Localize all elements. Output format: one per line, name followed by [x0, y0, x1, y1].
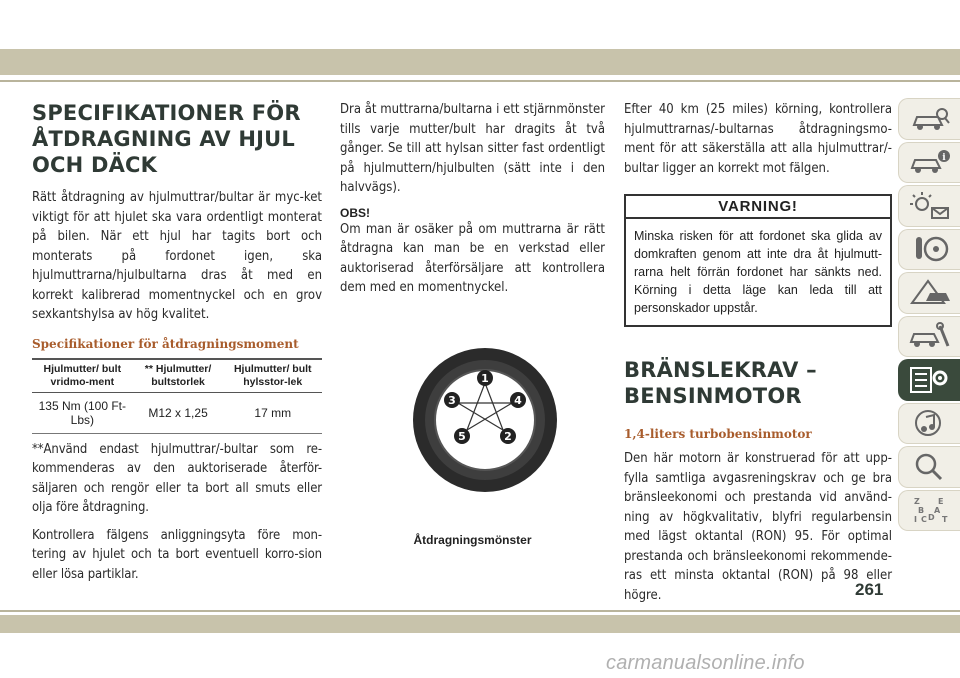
svg-text:D: D: [927, 513, 935, 523]
header-rule: [0, 80, 960, 82]
tightening-pattern-figure: [410, 345, 560, 495]
table-header-size: ** Hjulmutter/ bultstorlek: [133, 359, 224, 393]
bolt-label-3: 3: [448, 394, 456, 407]
note-paragraph: Om man är osäker på om muttrarna är rätt åtdragna kan man be en verkstad eller auktoriserad återförsäljare att kontrollera dem med en momentnyckel.: [340, 221, 605, 295]
warning-triangle-car-icon: [908, 277, 952, 309]
svg-text:T: T: [941, 515, 947, 525]
svg-text:A: A: [933, 506, 940, 516]
svg-text:C: C: [920, 515, 927, 525]
specifications-gear-icon: [908, 364, 952, 396]
svg-text:i: i: [941, 153, 946, 164]
section-title-fuel: BRÄNSLEKRAV – BENSINMOTOR: [624, 358, 817, 408]
index-letters-icon: [908, 494, 952, 526]
svg-text:I: I: [913, 515, 917, 525]
table-cell-socket: 17 mm: [224, 392, 323, 433]
car-info-icon: [908, 146, 952, 178]
note-label: OBS!: [340, 205, 370, 220]
tab-emergency[interactable]: [898, 272, 960, 314]
svg-text:E: E: [937, 497, 943, 507]
car-magnifier-icon: [908, 103, 952, 135]
page-number: 261: [855, 580, 884, 599]
svg-text:B: B: [917, 506, 924, 516]
bolt-label-2: 2: [504, 430, 512, 443]
table-cell-torque: 135 Nm (100 Ft-Lbs): [32, 392, 133, 433]
seat-steering-icon: [908, 233, 952, 265]
chapter-tabs: [898, 98, 960, 533]
warning-title: VARNING!: [626, 196, 890, 219]
multimedia-icon: [908, 407, 952, 439]
watermark: carmanualsonline.info: [606, 652, 805, 674]
footnote-paragraph: **Använd endast hjulmuttrar/-bultar som re-kommenderas av den auktoriserade återför-säljaren och rengör eller ta bort all smuts eller olja före åtdragning.: [32, 441, 322, 515]
warning-text: Minska risken för att fordonet ska glida av domkraften genom att inte dra åt hjulmutt-rarna helt förrän fordonet har sänkts ned. Körning i detta läge kan leda till att personskador uppstår.: [634, 229, 882, 315]
column-specifications: [32, 100, 322, 584]
column-fuel: [624, 100, 892, 605]
bolt-label-1: 1: [481, 372, 489, 385]
engine-subheading: 1,4-liters turbobensinmotor: [624, 427, 812, 441]
search-icon: [908, 451, 952, 483]
tab-car-info[interactable]: [898, 142, 960, 184]
torque-spec-table: [32, 358, 322, 434]
table-cell-size: M12 x 1,25: [133, 392, 224, 433]
section-title-specifications: SPECIFIKATIONER FÖR ÅTDRAGNING AV HJUL OCH DÄCK: [32, 101, 301, 177]
column-tightening: [340, 100, 605, 298]
tab-dashboard[interactable]: [898, 185, 960, 227]
tab-index[interactable]: [898, 490, 960, 532]
fuel-paragraph: Den här motorn är konstruerad för att upp-fylla samtliga avgasreningskrav och ge bra bränsleekonomi och prestanda vid använd-ning av högkvalitativ, blyfri regularbensin med lägst oktantal (RON) 95. För optimal prestanda och bränsleekonomi rekommende-ras ett minsta oktantal (RON) på 98 eller högre.: [624, 451, 892, 603]
star-pattern-paragraph: Dra åt muttrarna/bultarna i ett stjärnmönster tills varje mutter/bult har dragits åt två gånger. Se till att hylsan sitter fast ordentligt på hjulmuttern/hjulbulten (sätt inte i den halvvägs).: [340, 102, 605, 195]
footer-band: [0, 615, 960, 633]
table-header-socket: Hjulmutter/ bult hylsstor-lek: [224, 359, 323, 393]
torque-subheading: Specifikationer för åtdragningsmoment: [32, 336, 299, 351]
figure-caption: Åtdragningsmönster: [413, 533, 532, 547]
footer-rule: [0, 610, 960, 612]
tab-search[interactable]: [898, 446, 960, 488]
tab-car-inspection[interactable]: [898, 98, 960, 140]
car-wrench-icon: [908, 320, 952, 352]
check-paragraph: Kontrollera fälgens anliggningsyta före mon-tering av hjulet och ta bort eventuell korro-sion eller lösa partiklar.: [32, 527, 322, 582]
dashboard-lights-icon: [908, 190, 952, 222]
svg-text:Z: Z: [913, 497, 920, 507]
intro-paragraph: Rätt åtdragning av hjulmuttrar/bultar är myc-ket viktigt för att hjulet ska vara ordentligt monterat på bilen. När ett hjul har tagits bort och monterats på fordonet igen, ska hjulmuttrarna/hjulbultarna dras åt med en korrekt kalibrerad momentnyckel och en grov sexkantshylsa av hög kvalitet.: [32, 190, 322, 322]
tab-safety[interactable]: [898, 229, 960, 271]
tab-service[interactable]: [898, 316, 960, 358]
bolt-label-4: 4: [514, 394, 522, 407]
warning-box: [624, 194, 892, 327]
table-header-torque: Hjulmutter/ bult vridmo-ment: [32, 359, 133, 393]
check-after-driving-paragraph: Efter 40 km (25 miles) körning, kontrollera hjulmuttrarnas/-bultarnas åtdragningsmo-ment för att säkerställa att alla hjulmuttrar/-bultar ligger an korrekt mot fälgen.: [624, 102, 892, 176]
bolt-label-5: 5: [458, 430, 466, 443]
tab-multimedia[interactable]: [898, 403, 960, 445]
table-row: [32, 392, 322, 433]
header-band: [0, 49, 960, 75]
table-header-row: [32, 359, 322, 393]
tab-specifications[interactable]: [898, 359, 960, 401]
